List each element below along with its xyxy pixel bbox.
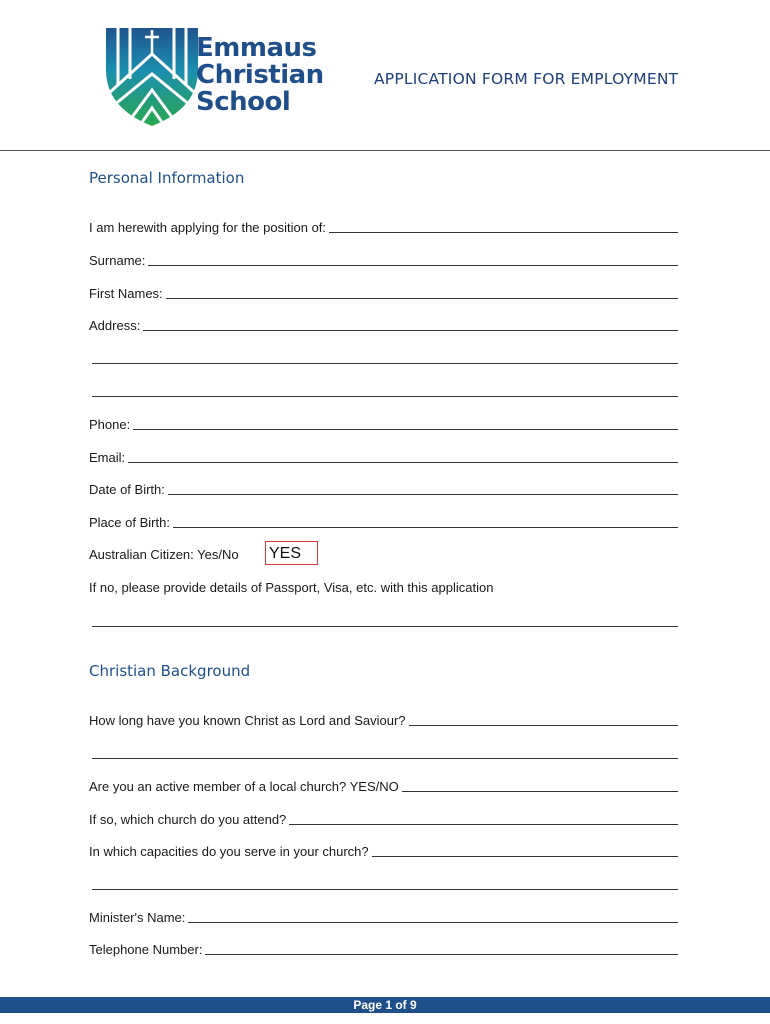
passport-note: If no, please provide details of Passport, Visa, etc. with this application — [89, 580, 494, 595]
minister-input-line[interactable] — [188, 922, 678, 923]
pob-label: Place of Birth: — [89, 515, 170, 530]
surname-input-line[interactable] — [148, 265, 678, 266]
phone-field[interactable] — [89, 413, 678, 433]
header-divider — [0, 150, 770, 151]
surname-label: Surname: — [89, 253, 146, 268]
known-christ-label: How long have you known Christ as Lord and Saviour? — [89, 713, 406, 728]
email-field[interactable] — [89, 446, 678, 466]
telephone-input-line[interactable] — [205, 954, 678, 955]
church-member-input-line[interactable] — [402, 791, 678, 792]
section-title-christian: Christian Background — [89, 662, 251, 680]
surname-field[interactable] — [89, 249, 678, 269]
position-field[interactable] — [89, 216, 678, 236]
first-names-field[interactable] — [89, 282, 678, 302]
section-title-personal: Personal Information — [89, 169, 245, 187]
capacities-field[interactable] — [89, 840, 678, 860]
address-line-3[interactable] — [92, 396, 678, 397]
telephone-field[interactable] — [89, 938, 678, 958]
dob-input-line[interactable] — [168, 494, 678, 495]
capacities-label: In which capacities do you serve in your church? — [89, 844, 369, 859]
phone-input-line[interactable] — [133, 429, 678, 430]
address-label: Address: — [89, 318, 141, 333]
capacities-line-2[interactable] — [92, 889, 678, 890]
first-names-input-line[interactable] — [166, 298, 678, 299]
citizen-label: Australian Citizen: Yes/No — [89, 547, 239, 562]
school-name-line-1: Emmaus — [196, 33, 317, 63]
dob-field[interactable] — [89, 478, 678, 498]
school-logo-icon — [104, 24, 200, 128]
email-input-line[interactable] — [128, 462, 678, 463]
capacities-input-line[interactable] — [372, 856, 678, 857]
address-input-line[interactable] — [143, 330, 678, 331]
known-christ-field[interactable] — [89, 709, 678, 729]
church-attend-input-line[interactable] — [289, 824, 678, 825]
passport-details-line[interactable] — [92, 626, 678, 627]
form-title: APPLICATION FORM FOR EMPLOYMENT — [374, 70, 679, 88]
citizen-answer-box[interactable]: YES — [265, 541, 318, 565]
dob-label: Date of Birth: — [89, 482, 165, 497]
page-footer — [0, 997, 770, 1013]
email-label: Email: — [89, 450, 126, 465]
minister-field[interactable] — [89, 906, 678, 926]
pob-field[interactable] — [89, 511, 678, 531]
phone-label: Phone: — [89, 417, 131, 432]
pob-input-line[interactable] — [173, 527, 678, 528]
school-name — [196, 35, 324, 116]
church-attend-field[interactable] — [89, 808, 678, 828]
school-name-line-3: School — [196, 87, 291, 117]
address-field[interactable] — [89, 314, 678, 334]
school-name-line-2: Christian — [196, 60, 324, 90]
position-input-line[interactable] — [329, 232, 678, 233]
church-member-field[interactable] — [89, 775, 678, 795]
church-member-label: Are you an active member of a local church? YES/NO — [89, 779, 399, 794]
minister-label: Minister's Name: — [89, 910, 186, 925]
known-christ-input-line[interactable] — [409, 725, 678, 726]
page-number: Page 1 of 9 — [353, 998, 417, 1012]
position-label: I am herewith applying for the position of: — [89, 220, 327, 235]
telephone-label: Telephone Number: — [89, 942, 203, 957]
known-christ-line-2[interactable] — [92, 758, 678, 759]
first-names-label: First Names: — [89, 286, 163, 301]
address-line-2[interactable] — [92, 363, 678, 364]
church-attend-label: If so, which church do you attend? — [89, 812, 287, 827]
